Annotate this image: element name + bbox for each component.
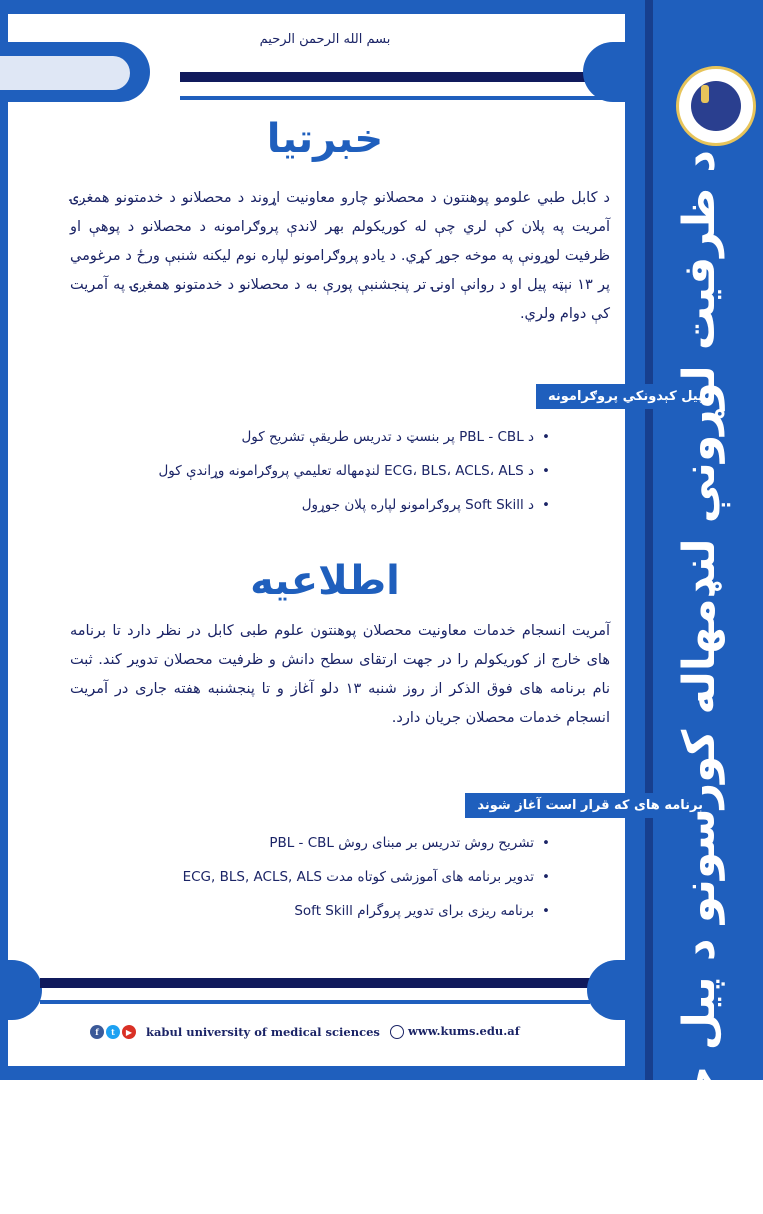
dari-program-list	[60, 826, 550, 928]
basmala: بسم الله الرحمن الرحيم	[259, 32, 391, 47]
footer	[90, 1024, 540, 1039]
bottom-decoration	[0, 960, 625, 1030]
side-title: د ظرفیت لوړونې لنډمهاله کورسونو د پیل خبرتیا!	[674, 150, 725, 1214]
dari-list-heading: برنامه های که قرار است آغاز شوند	[465, 793, 715, 818]
list-item: • د ECG، BLS، ACLS، ALS لنډمهاله تعلیمي پروګرامونه وړاندې کول	[60, 454, 550, 488]
website-url[interactable]: www.kums.edu.af	[408, 1024, 520, 1038]
twitter-icon[interactable]: t	[106, 1025, 120, 1039]
top-decoration	[0, 42, 625, 112]
list-item: • تشریح روش تدریس بر مبنای روش PBL - CBL	[60, 826, 550, 860]
dari-paragraph: آمریت انسجام خدمات معاونیت محصلان پوهنتون علوم طبی کابل در نظر دارد تا برنامه های خارج از کوریکولم را در جهت ارتقای سطح دانش و ظرفیت محصلان تدویر کند. ثبت نام برنامه های فوق الذکر از روز شنبه ۱۳ دلو آغاز و تا پنجشنبه هفته جاری در آمریت انسجام خدمات محصلان جریان دارد.	[70, 623, 611, 726]
facebook-icon[interactable]: f	[90, 1025, 104, 1039]
frame-top-bar	[0, 0, 625, 14]
top-blue-line	[180, 96, 625, 100]
pashto-list-heading: پیل کېدونکي پروګرامونه	[536, 384, 715, 409]
website[interactable]	[390, 1024, 520, 1039]
globe-icon	[390, 1025, 404, 1039]
top-dark-line	[180, 72, 625, 82]
bottom-right-pill	[587, 960, 625, 1020]
university-name: kabul university of medical sciences	[146, 1025, 380, 1039]
pashto-program-list	[60, 420, 550, 522]
youtube-icon[interactable]: ▶	[122, 1025, 136, 1039]
pashto-paragraph: د کابل طبي علومو پوهنتون د محصلانو چارو معاونیت اړوند د محصلانو د خدمتونو همغږۍ آمریت په پلان کې لري چې له کوریکولم بهر لاندې پروګرامونه د محصلانو د پوهې او ظرفیت لوړونې په موخه جوړ کړي. د یادو پروګرامونو لپاره نوم لیکنه شنبې ورځ د مرغومي پر ۱۳ نېټه پیل او د روانې اونۍ تر پنجشنبې پورې به د محصلانو د خدمتونو همغږۍ په آمریت کې دوام ولري.	[70, 190, 610, 322]
dari-title: اطلاعیه	[250, 558, 400, 604]
logo-emblem	[691, 81, 741, 131]
caduceus-icon	[701, 85, 709, 103]
frame-left-strip	[0, 14, 8, 1080]
top-right-pill	[583, 42, 625, 102]
bottom-left-pill	[0, 960, 42, 1020]
social-icons	[90, 1024, 138, 1039]
top-left-pill-inner	[0, 56, 130, 90]
bottom-blue-line	[40, 1000, 590, 1004]
list-item: • برنامه ریزی برای تدویر پروگرام Soft Skill	[60, 894, 550, 928]
list-item: • د Soft Skill پروګرامونو لپاره پلان جوړول	[60, 488, 550, 522]
frame-bottom-bar	[0, 1066, 625, 1080]
pashto-title: خبرتیا	[266, 116, 384, 162]
list-item: • تدویر برنامه های آموزشی کوتاه مدت ECG, BLS, ACLS, ALS	[60, 860, 550, 894]
list-item: • د PBL - CBL پر بنسټ د تدریس طریقې تشریح کول	[60, 420, 550, 454]
bottom-dark-line	[40, 978, 590, 988]
university-logo	[676, 66, 756, 146]
